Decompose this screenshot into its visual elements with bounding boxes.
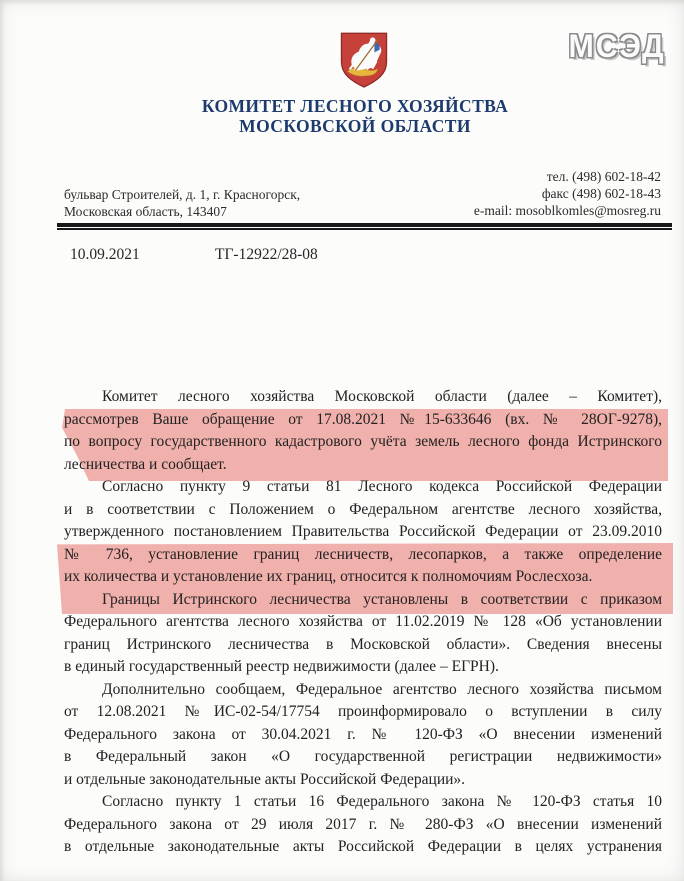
body-line: Согласно пункту 1 статьи 16 Федерального закона № 120-ФЗ статья 10 <box>102 793 662 810</box>
org-name <box>40 96 670 136</box>
letterhead-divider <box>57 223 672 230</box>
body-line: утвержденного постановлением Правительства Российской Федерации от 23.09.2010 <box>64 523 662 540</box>
contact-phone: тел. (498) 602-18-42 <box>546 169 661 184</box>
body-line: по вопросу государственного кадастрового учёта земель лесного фонда Истринского <box>64 433 662 450</box>
address-block <box>64 186 300 220</box>
body-line: № 736, установление границ лесничеств, лесопарков, а также определение <box>64 545 662 563</box>
body-line: в единый государственный реестр недвижимости (далее – ЕГРН). <box>64 658 499 675</box>
letter-body <box>64 386 662 859</box>
org-name-line1: КОМИТЕТ ЛЕСНОГО ХОЗЯЙСТВА <box>201 96 509 116</box>
contact-block <box>474 168 661 219</box>
reference-row <box>70 246 318 264</box>
body-line: от 12.08.2021 №ИС-02-54/17754 проинформировало о вступлении в силу <box>64 703 662 720</box>
body-line: и отдельные законодательные акты Российской Федерации». <box>64 770 466 788</box>
body-line: Федерального закона от 29 июля 2017 г. № 280-ФЗ «О внесении изменений <box>64 815 662 833</box>
body-line: рассмотрев Ваше обращение от 17.08.2021 №15-633646 (вх. № 28ОГ-9278), <box>64 410 662 428</box>
contact-fax: факс (498) 602-18-43 <box>541 186 661 201</box>
body-line: в отдельные законодательные акты Российской Федерации в целях устранения <box>64 838 662 855</box>
body-line: Дополнительно сообщаем, Федеральное агентство лесного хозяйства письмом <box>102 680 662 698</box>
body-line: в Федеральный закон «О государственной регистрации недвижимости» <box>64 748 662 765</box>
address-line2: Московская область, 143407 <box>64 204 227 219</box>
contact-email: e-mail: mosoblkomles@mosreg.ru <box>473 203 661 218</box>
address-line1: бульвар Строителей, д. 1, г. Красногорск, <box>64 187 301 202</box>
body-line: Федерального закона от 30.04.2021 г. № 120-ФЗ «О внесении изменений <box>64 725 662 743</box>
body-line: Границы Истринского лесничества установлены в соответствии с приказом <box>102 590 662 608</box>
letter-number: ТГ-12922/28-08 <box>215 246 318 263</box>
body-line: Согласно пункту 9 статьи 81 Лесного кодекса Российской Федерации <box>102 478 662 495</box>
body-line: и в соответствии с Положением о Федеральном агентстве лесного хозяйства, <box>64 500 662 518</box>
body-line: их количества и установление их границ, относится к полномочиям Рослесхоза. <box>64 568 593 585</box>
body-line: границ Истринского лесничества в Московской области». Сведения внесены <box>64 635 662 653</box>
org-name-line2: МОСКОВСКОЙ ОБЛАСТИ <box>239 116 471 136</box>
coat-of-arms-icon <box>338 30 390 92</box>
body-line: Комитет лесного хозяйства Московской области (далее – Комитет), <box>102 388 662 405</box>
msed-watermark: МСЭД <box>568 28 666 64</box>
body-line: Федерального агентства лесного хозяйства от 11.02.2019 № 128 «Об установлении <box>64 613 662 630</box>
letter-date: 10.09.2021 <box>70 246 140 263</box>
body-line: лесничества и сообщает. <box>64 455 227 473</box>
